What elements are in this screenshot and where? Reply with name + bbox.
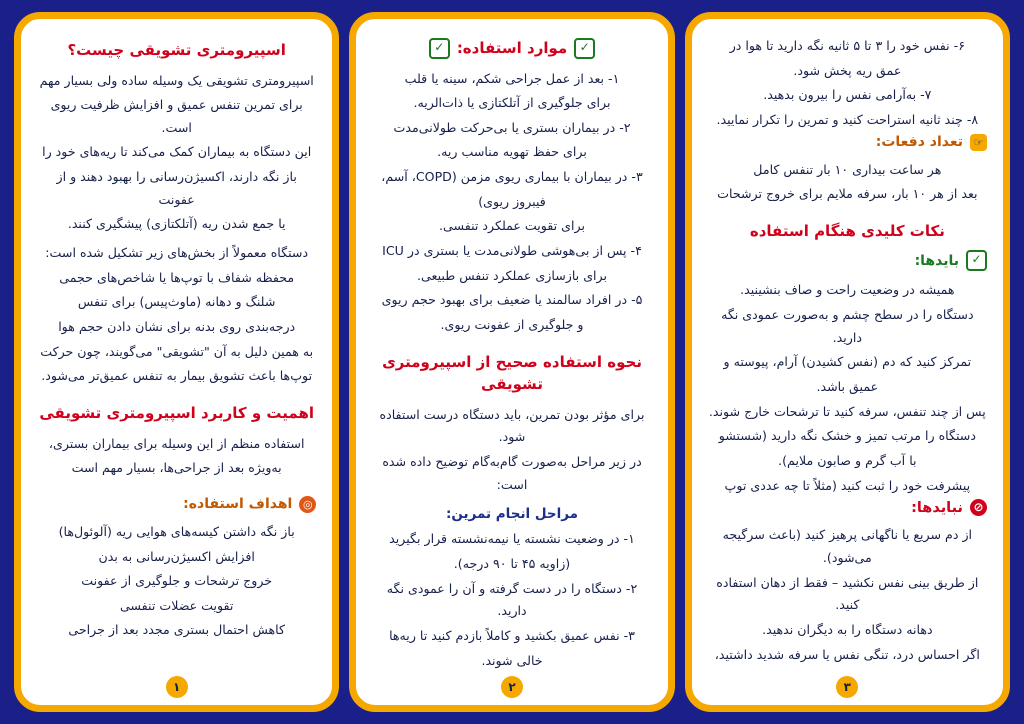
importance-title: اهمیت و کاربرد اسپیرومتری تشویقی [39, 404, 314, 423]
donts-list [708, 524, 987, 671]
goals-list [37, 521, 316, 642]
list-item: ۲- در بیماران بستری یا بی‌حرکت طولانی‌مدت [393, 119, 631, 135]
check-icon: ✓ [574, 38, 595, 59]
list-item: کاهش احتمال بستری مجدد بعد از جراحی [68, 622, 285, 638]
list-item: برای بازسازی عملکرد تنفس طبیعی. [417, 267, 607, 283]
howto-title: نحوه استفاده صحیح از اسپیرومتری تشویقی [382, 352, 642, 394]
panel-page-1 [14, 12, 339, 712]
list-item: برای جلوگیری از آتلکتازی یا ذات‌الریه. [413, 95, 611, 111]
list-item: دستگاه معمولاً از بخش‌های زیر تشکیل شده است: [45, 245, 309, 261]
check-icon: ✓ [966, 250, 987, 271]
list-item: ۲- دستگاه را در دست گرفته و آن را عمودی نگه دارید. [386, 580, 638, 619]
list-item: یا جمع شدن ریه (آتلکتازی) پیشگیری کنند. [67, 216, 286, 232]
list-item: تقویت عضلات تنفسی [119, 597, 234, 613]
list-item: دهانه دستگاه را به دیگران ندهید. [762, 621, 933, 637]
list-item: از دم سریع یا ناگهانی پرهیز کنید (باعث سرگیجه می‌شود). [722, 527, 973, 565]
frequency-heading [708, 134, 987, 151]
donts-heading [708, 499, 987, 516]
goals-title: اهداف استفاده: [183, 496, 293, 513]
list-item: ۷- به‌آرامی نفس را بیرون بدهید. [763, 87, 932, 103]
list-item: تمرکز کنید که دم (نفس کشیدن) آرام، پیوسته و [723, 354, 972, 370]
list-item: خالی شوند. [481, 652, 543, 668]
list-item: ۳- در بیماران با بیماری ریوی مزمن (COPD، آسم، [381, 169, 643, 185]
page-number: ۲ [501, 676, 523, 698]
list-item: پس از چند تنفس، سرفه کنید تا ترشحات خارج شوند. [708, 403, 986, 419]
list-item: برای مؤثر بودن تمرین، باید دستگاه درست استفاده شود. [379, 406, 645, 445]
list-item: خروج ترشحات و جلوگیری از عفونت [81, 573, 273, 589]
uses-list [372, 68, 651, 337]
list-item: باز نگه دارند، اکسیژن‌رسانی را بهبود دهند و از عفونت [56, 169, 297, 207]
donts-title: نبایدها: [911, 499, 963, 516]
list-item: پیشرفت خود را ثبت کنید (مثلاً تا چه عددی توپ [724, 477, 971, 493]
steps-list [372, 528, 651, 671]
list-item: برای حفظ تهویه مناسب ریه. [437, 144, 587, 160]
list-item: ۸- چند ثانیه استراحت کنید و تمرین را تکرار نمایید. [716, 111, 979, 127]
list-item: شلنگ و دهانه (ماوث‌پیس) برای تنفس [77, 294, 276, 310]
page-number: ۱ [166, 676, 188, 698]
list-item: توپ‌ها باعث تشویق بیمار به تنفس عمیق‌تر می‌شود. [41, 368, 313, 384]
list-item: همیشه در وضعیت راحت و صاف بنشینید. [740, 282, 955, 298]
howto-intro [372, 404, 651, 497]
list-item: هر ساعت بیداری ۱۰ بار تنفس کامل [753, 161, 942, 177]
list-item: افزایش اکسیژن‌رسانی به بدن [98, 548, 255, 564]
goals-heading [37, 496, 316, 513]
list-item: دستگاه را مرتب تمیز و خشک نگه دارید (شستشو [718, 428, 976, 444]
frequency-list [708, 159, 987, 206]
list-item: با آب گرم و صابون ملایم). [778, 453, 917, 469]
list-item: فیبروز ریوی) [478, 193, 546, 209]
list-item: درجه‌بندی روی بدنه برای نشان دادن حجم هوا [58, 319, 296, 335]
no-entry-icon: ⊘ [970, 499, 987, 516]
list-item: ۱- بعد از عمل جراحی شکم، سینه یا قلب [404, 70, 620, 86]
list-item: برای تمرین تنفس عمیق و افزایش ظرفیت ریوی است. [50, 97, 303, 135]
frequency-title: تعداد دفعات: [875, 134, 963, 151]
page-number: ۳ [836, 676, 858, 698]
list-item: به همین دلیل به آن "تشویقی" می‌گویند، چون حرکت [40, 343, 314, 359]
list-item: برای تقویت عملکرد تنفسی. [439, 218, 585, 234]
list-item: عمیق باشد. [816, 379, 879, 395]
panel-page-2 [349, 12, 674, 712]
list-item: به‌ویژه بعد از جراحی‌ها، بسیار مهم است [71, 460, 282, 476]
list-item: بعد از هر ۱۰ بار، سرفه ملایم برای خروج ترشحات [717, 186, 978, 202]
uses-title: موارد استفاده: [456, 39, 568, 57]
list-item: (زاویه ۴۵ تا ۹۰ درجه). [453, 556, 571, 571]
dos-title: بایدها: [914, 252, 959, 269]
list-item: اگر احساس درد، تنگی نفس یا سرفه شدید داشتید، [714, 646, 980, 662]
page-title: اسپیرومتری تشویقی چیست؟ [67, 41, 286, 59]
list-item: محفظه شفاف با توپ‌ها یا شاخص‌های حجمی [59, 269, 295, 285]
structure-list [37, 242, 316, 388]
list-item: ۳- نفس عمیق بکشید و کاملاً بازدم کنید تا ریه‌ها [389, 627, 635, 643]
panel-page-3 [685, 12, 1010, 712]
steps-title: مراحل انجام تمرین: [445, 506, 579, 523]
importance-body [37, 433, 316, 480]
uses-heading [372, 37, 651, 60]
dos-list [708, 279, 987, 497]
list-item: ۴- پس از بی‌هوشی طولانی‌مدت یا بستری در ICU [382, 243, 642, 259]
target-icon: ◎ [299, 496, 316, 513]
key-points-title: نکات کلیدی هنگام استفاده [749, 221, 945, 240]
list-item: استفاده منظم از این وسیله برای بیماران بستری، [48, 435, 305, 451]
list-item: این دستگاه به بیماران کمک می‌کند تا ریه‌های خود را [42, 144, 312, 160]
list-item: ۵- در افراد سالمند یا ضعیف برای بهبود حجم ریوی [381, 292, 643, 308]
list-item: باز نگه داشتن کیسه‌های هوایی ریه (آلوئول‌ها) [58, 523, 295, 539]
list-item: ۱- در وضعیت نشسته یا نیمه‌نشسته قرار بگیرید [389, 531, 635, 547]
list-item: در زیر مراحل به‌صورت گام‌به‌گام توضیح داده شده است: [382, 454, 642, 492]
list-item: از طریق بینی نفس نکشید – فقط از دهان استفاده کنید. [716, 574, 979, 613]
list-item [708, 668, 987, 671]
list-item: ۶- نفس خود را ۳ تا ۵ ثانیه نگه دارید تا هوا در [729, 38, 965, 53]
hand-icon: ☞ [970, 134, 987, 151]
intro-list [37, 70, 316, 237]
list-item: و جلوگیری از عفونت ریوی. [440, 317, 584, 333]
list-item: اسپیرومتری تشویقی یک وسیله ساده ولی بسیار مهم [39, 72, 314, 88]
continued-steps-list [708, 35, 987, 132]
list-item: دستگاه را در سطح چشم و به‌صورت عمودی نگه دارید. [721, 307, 974, 345]
dos-heading [708, 250, 987, 271]
check-icon: ✓ [429, 38, 450, 59]
list-item: عمق ریه پخش شود. [793, 62, 902, 78]
